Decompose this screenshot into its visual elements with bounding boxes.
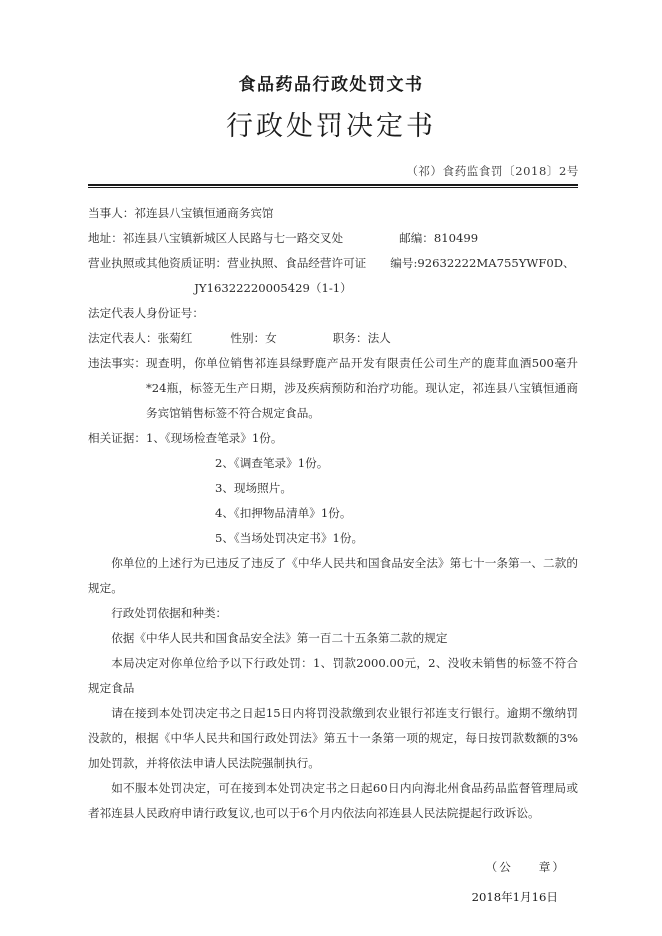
field-license-label: 营业执照或其他资质证明： xyxy=(88,256,228,271)
field-address-label: 地址： xyxy=(88,231,123,246)
violation-facts-text: 现查明，你单位销售祁连县绿野鹿产品开发有限责任公司生产的鹿茸血酒500毫升*24瓶，标签无生产日期，涉及疾病预防和治疗功能。现认定，祁连县八宝镇恒通商务宾馆销售标签不符合规定食品。 xyxy=(145,356,578,421)
page-title: 行政处罚决定书 xyxy=(226,110,436,142)
field-license-number-value: 92632222MA755YWF0D、 xyxy=(417,256,575,271)
field-position-label: 职务： xyxy=(332,331,368,346)
seal-text-left: （公 xyxy=(485,860,513,875)
field-position-value: 法人 xyxy=(367,331,391,346)
header-divider xyxy=(0,184,662,188)
field-address xyxy=(88,226,578,251)
field-license-value: 营业执照、食品经营许可证 xyxy=(227,256,367,271)
evidence-label: 相关证据： xyxy=(88,431,146,446)
document-header xyxy=(0,0,662,141)
seal-text-right: 章） xyxy=(538,860,566,875)
violation-facts-label: 违法事实： xyxy=(88,356,146,371)
document-kind-heading: 食品药品行政处罚文书 xyxy=(238,75,424,95)
paragraph-penalty-basis: 依据《中华人民共和国食品安全法》第一百二十五条第二款的规定 xyxy=(111,631,448,646)
evidence-body xyxy=(146,426,578,551)
field-gender-label: 性别： xyxy=(230,331,266,346)
paragraph-penalty-decision: 本局决定对你单位给予以下行政处罚：1、罚款2000.00元，2、没收未销售的标签不符合规定食品 xyxy=(88,656,578,696)
field-party-label: 当事人： xyxy=(88,206,135,221)
field-party-value: 祁连县八宝镇恒通商务宾馆 xyxy=(134,206,274,221)
list-item: 4、《扣押物品清单》1份。 xyxy=(214,506,352,521)
paragraph-payment-instructions: 请在接到本处罚决定书之日起15日内将罚没款缴到农业银行祁连支行银行。逾期不缴纳罚没款的，根据《中华人民共和国行政处罚法》第五十一条第一项的规定，每日按罚款数额的3%加处罚款，并将依法申请人民法院强制执行。 xyxy=(88,706,578,771)
list-item: 5、《当场处罚决定书》1份。 xyxy=(214,531,364,546)
field-business-license xyxy=(88,251,578,276)
field-address-value: 祁连县八宝镇新城区人民路与七一路交叉处 xyxy=(122,231,344,246)
paragraph-violation-conclusion: 你单位的上述行为已违反了违反了《中华人民共和国食品安全法》第七十一条第一、二款的规定。 xyxy=(88,556,578,596)
document-body xyxy=(0,201,662,826)
paragraph-appeal-rights: 如不服本处罚决定，可在接到本处罚决定书之日起60日内向海北州食品药品监督管理局或者祁连县人民政府申请行政复议,也可以于6个月内依法向祁连县人民法院提起行政诉讼。 xyxy=(88,781,578,821)
list-item: 3、现场照片。 xyxy=(214,481,292,496)
list-item: 1、《现场检查笔录》1份。 xyxy=(145,431,283,446)
field-license-number-continued: JY16322220005429（1-1） xyxy=(194,281,352,296)
field-postcode-value: 810499 xyxy=(433,231,479,246)
divider-thin-line xyxy=(88,187,578,188)
section-evidence xyxy=(88,426,578,551)
field-legal-rep-label: 法定代表人： xyxy=(88,331,158,346)
field-party xyxy=(88,201,578,226)
official-seal-placeholder xyxy=(0,852,566,882)
field-legal-rep-id-label: 法定代表人身份证号： xyxy=(88,306,204,321)
evidence-list xyxy=(146,426,578,551)
field-legal-representative xyxy=(88,326,578,351)
issue-date: 2018年1月16日 xyxy=(471,890,558,905)
document-number: （祁）食药监食罚〔2018〕2号 xyxy=(406,164,579,179)
field-postcode-label: 邮编： xyxy=(399,231,434,246)
divider-thick-line xyxy=(88,184,578,186)
section-violation-facts xyxy=(88,351,578,426)
field-legal-rep-id xyxy=(88,301,578,326)
list-item: 2、《调查笔录》1份。 xyxy=(214,456,329,471)
document-footer xyxy=(0,852,662,912)
field-legal-rep-value: 张菊红 xyxy=(157,331,193,346)
field-license-number-label: 编号: xyxy=(390,256,418,271)
field-gender-value: 女 xyxy=(265,331,277,346)
heading-penalty-basis: 行政处罚依据和种类： xyxy=(111,606,228,621)
